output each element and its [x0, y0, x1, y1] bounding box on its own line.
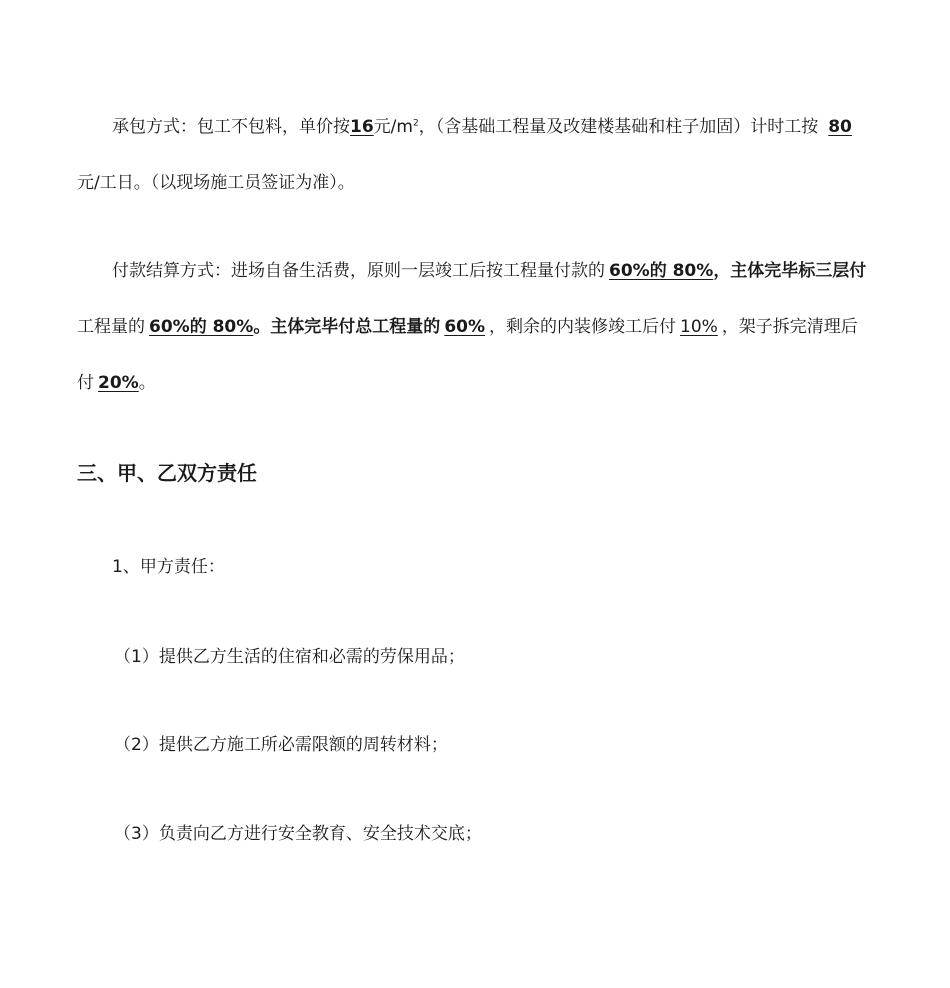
payment-line-2	[77, 316, 858, 338]
payment-label: 付款结算方式：进场自备生活费，原则一层竣工后按工程量付款的	[112, 261, 605, 281]
unit-price-value: 16	[350, 117, 374, 137]
unit-superscript: 2	[412, 118, 419, 129]
payment-mid-4: ，架子拆完清理后	[721, 317, 858, 337]
contract-mode-line2-text: 元/工日。（以现场施工员签证为准）。	[77, 173, 355, 193]
payment-pct-5: 20%	[98, 373, 139, 393]
payment-mid-1: ，主体完毕标三层付	[713, 261, 867, 281]
unit-text: 元/m	[373, 117, 413, 137]
party-a-item-2: （2）提供乙方施工所必需限额的周转材料；	[114, 735, 448, 755]
payment-pct-3: 60%	[444, 317, 486, 337]
section-3-heading: 三、甲、乙双方责任	[77, 461, 257, 485]
payment-line3-a: 付	[77, 373, 94, 393]
contract-mode-line-2	[77, 172, 355, 194]
payment-end: 。	[138, 373, 156, 393]
payment-mid-2: 。主体完毕付总工程量的	[253, 317, 441, 337]
payment-line-3	[77, 372, 156, 394]
party-a-item-3: （3）负责向乙方进行安全教育、安全技术交底；	[114, 824, 482, 844]
payment-pct-1: 60%的 80%	[609, 261, 714, 281]
payment-line2-a: 工程量的	[77, 317, 145, 337]
payment-pct-4: 10%	[680, 317, 718, 337]
party-a-item-1: （1）提供乙方生活的住宿和必需的劳保用品；	[114, 647, 465, 667]
contract-mode-note: ，（含基础工程量及改建楼基础和柱子加固）计时工按	[418, 117, 819, 137]
party-a-title: 1、甲方责任：	[112, 557, 225, 577]
day-rate-value: 80	[828, 117, 852, 137]
contract-mode-label: 承包方式：包工不包料，单价按	[112, 117, 350, 137]
payment-mid-3: ，剩余的内装修竣工后付	[489, 317, 677, 337]
payment-line-1	[112, 260, 866, 282]
contract-mode-line-1	[112, 116, 852, 138]
payment-pct-2: 60%的 80%	[149, 317, 254, 337]
